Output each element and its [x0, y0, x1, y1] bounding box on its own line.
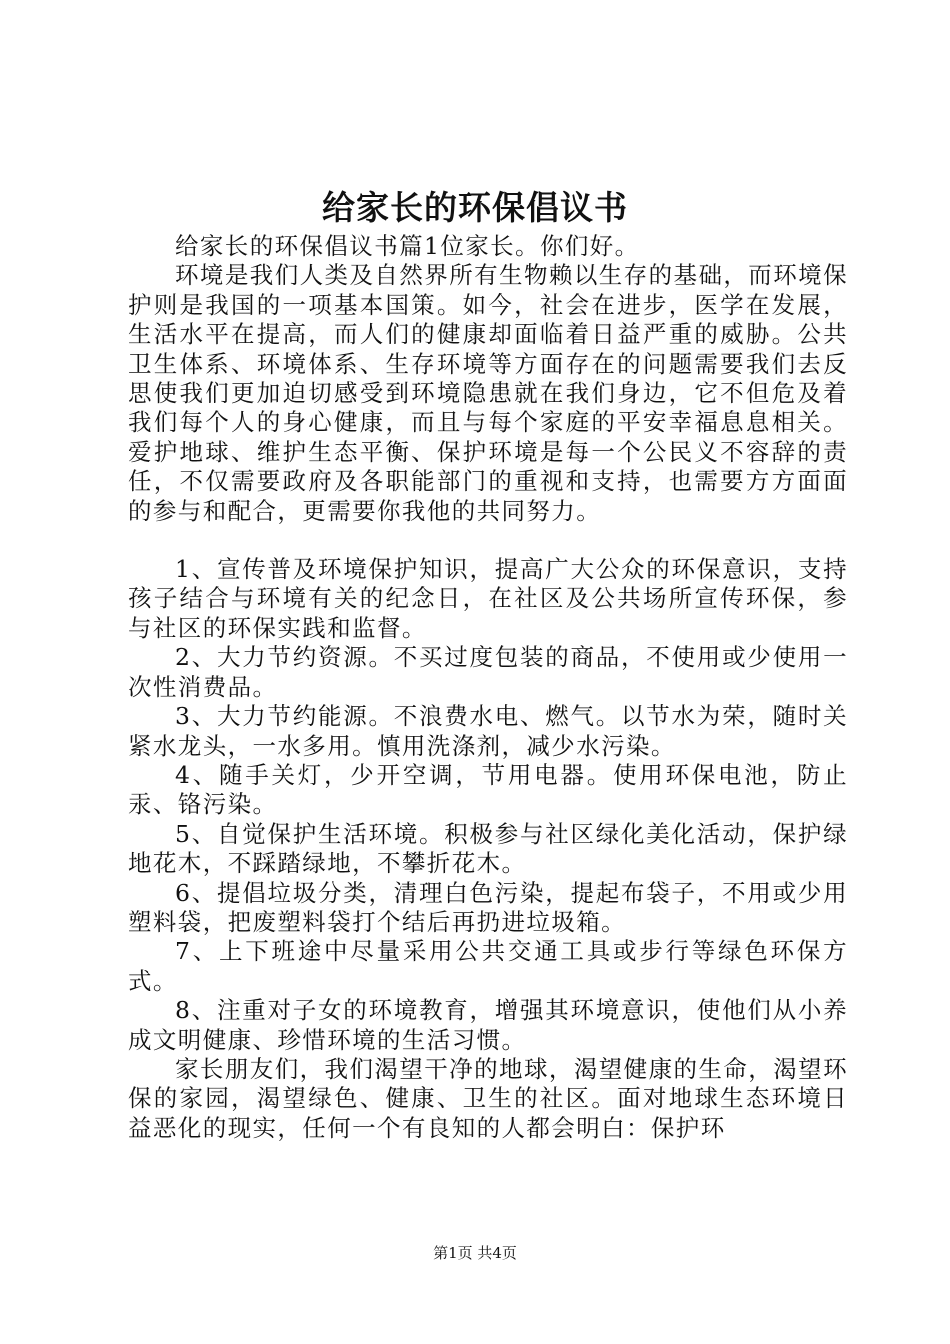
list-item: 8、注重对子女的环境教育，增强其环境意识，使他们从小养成文明健康、珍惜环境的生活习惯。	[128, 996, 848, 1054]
list-item: 6、提倡垃圾分类，清理白色污染，提起布袋子，不用或少用塑料袋，把废塑料袋打个结后再扔进垃圾箱。	[128, 878, 848, 936]
intro-paragraph: 给家长的环保倡议书篇1位家长。你们好。	[175, 232, 640, 260]
document-title: 给家长的环保倡议书	[322, 188, 628, 227]
body-paragraph: 家长朋友们，我们渴望干净的地球，渴望健康的生命，渴望环保的家园，渴望绿色、健康、卫生的社区。面对地球生态环境日益恶化的现实，任何一个有良知的人都会明白：保护环	[128, 1054, 848, 1142]
list-item: 4、随手关灯，少开空调，节用电器。使用环保电池，防止汞、铬污染。	[128, 760, 848, 819]
list-item: 7、上下班途中尽量采用公共交通工具或步行等绿色环保方式。	[128, 937, 848, 995]
list-item: 2、大力节约资源。不买过度包装的商品，不使用或少使用一次性消费品。	[128, 643, 848, 701]
list-item: 1、宣传普及环境保护知识，提高广大公众的环保意识，支持孩子结合与环境有关的纪念日，在社区及公共场所宣传环保，参与社区的环保实践和监督。	[128, 555, 848, 642]
list-item: 5、自觉保护生活环境。积极参与社区绿化美化活动，保护绿地花木，不踩踏绿地，不攀折花木。	[128, 819, 848, 878]
document-body	[128, 232, 848, 1143]
list-item: 3、大力节约能源。不浪费水电、燃气。以节水为荣，随时关紧水龙头，一水多用。慎用洗涤剂，减少水污染。	[128, 702, 848, 760]
body-paragraph: 环境是我们人类及自然界所有生物赖以生存的基础，而环境保护则是我国的一项基本国策。如今，社会在进步，医学在发展，生活水平在提高，而人们的健康却面临着日益严重的威胁。公共卫生体系、环境体系、生存环境等方面存在的问题需要我们去反思使我们更加迫切感受到环境隐患就在我们身边，它不但危及着我们每个人的身心健康，而且与每个家庭的平安幸福息息相关。爱护地球、维护生态平衡、保护环境是每一个公民义不容辞的责任，不仅需要政府及各职能部门的重视和支持，也需要方方面面的参与和配合，更需要你我他的共同努力。	[128, 261, 848, 525]
page-footer: 第1页 共4页	[433, 1244, 517, 1262]
